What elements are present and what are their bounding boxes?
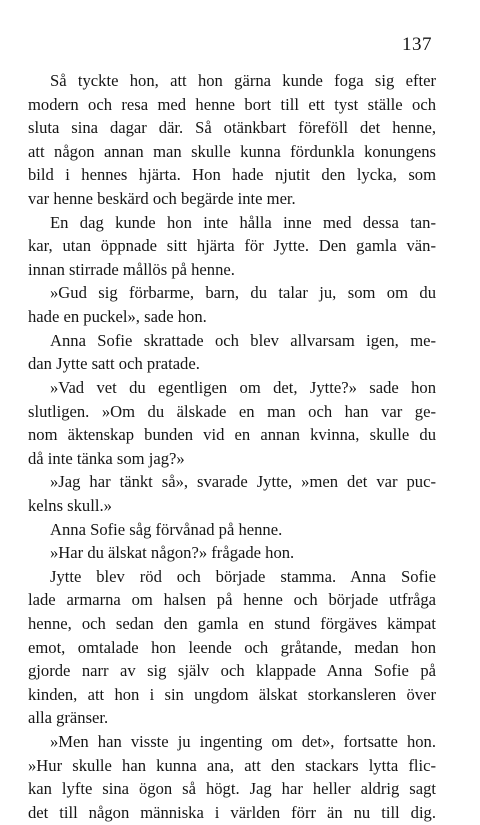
text-line: »Hur skulle han kunna ana, att den stackars lytta flic- [28,755,436,775]
text-line: emot, omtalade hon leende och gråtande, medan hon [28,637,436,657]
text-line: lade armarna om halsen på henne och började utfråga [28,590,436,610]
text-line: kar, utan öppnade sitt hjärta för Jytte. Den gamla vän- [28,236,436,256]
text-line: En dag kunde hon inte hålla inne med dessa tan- [50,212,436,232]
text-line: Anna Sofie såg förvånad på henne. [50,519,283,539]
text-line: att någon annan man skulle kunna fördunkla konungens [28,141,436,161]
text-line: kan lyfte sina ögon så högt. Jag har heller aldrig sagt [28,779,436,799]
text-line: gjorde narr av sig själv och klappade Anna Sofie på [28,661,436,681]
page-number: 137 [402,34,432,55]
text-line: »Jag har tänkt så», svarade Jytte, »men det var puc- [50,472,436,492]
text-line: innan stirrade mållös på henne. [28,259,235,279]
text-line: hade en puckel», sade hon. [28,307,207,327]
text-line: kinden, att hon i sin ungdom älskat storkansleren över [28,684,436,704]
text-line: slutligen. »Om du älskade en man och han var ge- [28,401,436,421]
body-text [28,69,436,825]
text-line: sluta sina dagar där. Så otänkbart föreföll det henne, [28,118,436,138]
text-line: var henne beskärd och begärde inte mer. [28,189,296,209]
text-line: henne, och sedan den gamla en stund förgäves kämpat [28,614,436,634]
text-line: alla gränser. [28,708,109,728]
text-line: Så tyckte hon, att hon gärna kunde foga sig efter [50,71,436,90]
text-line: modern och resa med henne bort till ett tyst ställe och [28,94,436,114]
text-line: »Vad vet du egentligen om det, Jytte?» sade hon [50,377,436,397]
text-line: »Gud sig förbarme, barn, du talar ju, som om du [50,283,436,303]
text-line: Anna Sofie skrattade och blev allvarsam igen, me- [50,330,436,350]
text-line: kelns skull.» [28,495,112,515]
text-line: då inte tänka som jag?» [28,448,185,468]
text-line: nom äktenskap bunden vid en annan kvinna, skulle du [28,425,436,445]
text-line: »Har du älskat någon?» frågade hon. [50,543,295,563]
text-line: det till någon människa i världen förr än nu till dig. [28,802,436,822]
text-line: bild i hennes hjärta. Hon hade njutit den lycka, som [28,165,436,185]
text-line: dan Jytte satt och pratade. [28,354,200,374]
text-line: Jytte blev röd och började stamma. Anna Sofie [50,566,436,586]
text-line: »Men han visste ju ingenting om det», fortsatte hon. [50,732,436,752]
